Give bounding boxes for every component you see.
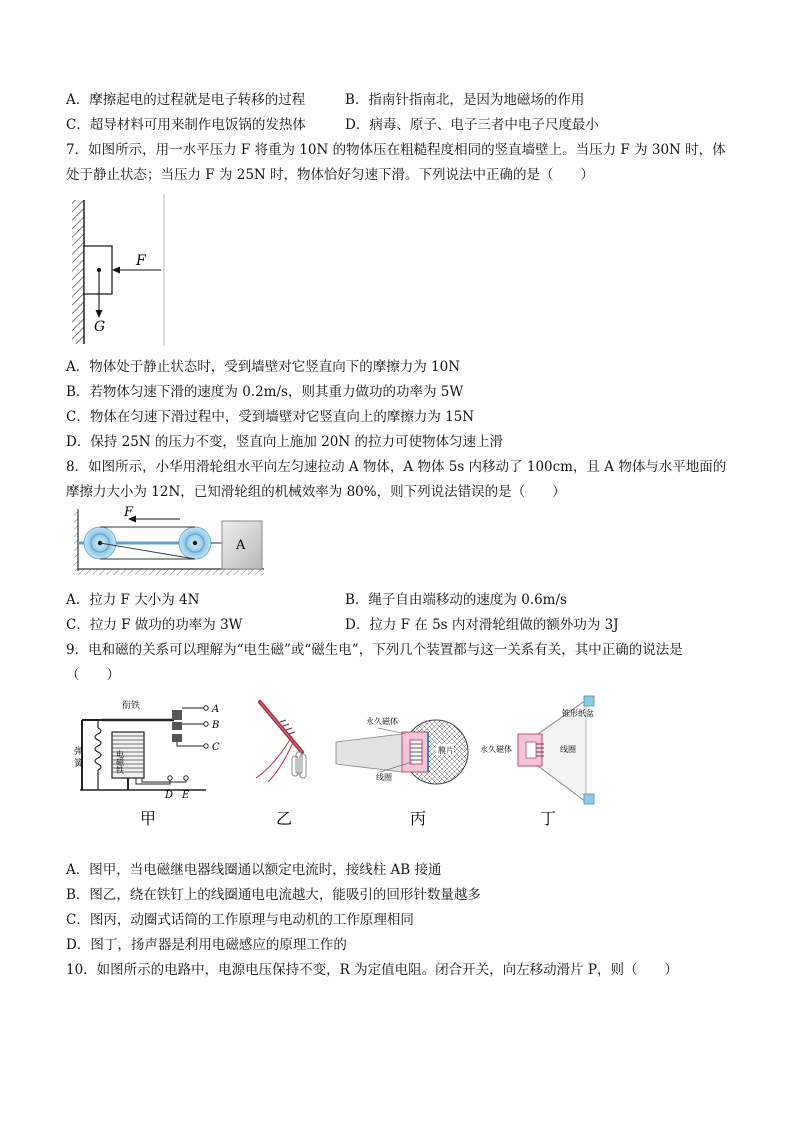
wall-hatching [72,200,84,344]
leader-magnet [378,728,406,734]
q8-option-b: B．绳子自由端移动的速度为 0.6m/s [345,592,567,608]
coil-wire-d [136,778,170,784]
block-a-label: A [236,538,246,553]
q7-option-d: D．保持 25N 的压力不变，竖直向上施加 20N 的拉力可使物体匀速上滑 [66,434,503,450]
spring-coil [95,728,101,770]
q8-stem-line1: 8．如图所示，小华用滑轮组水平向左匀速拉动 A 物体，A 物体 5s 内移动了 100cm，且 A 物体与水平地面的 [66,459,727,475]
terminal-b-dot [204,722,208,726]
figure-jia-caption: 甲 [140,809,157,828]
contact-upper [172,710,182,720]
q7-stem-line1: 7．如图所示，用一水平压力 F 将重为 10N 的物体压在粗糙程度相同的竖直墙壁上。当压力 F 为 30N 时，体 [66,142,726,158]
q9-figure-nail-electromagnet [246,694,326,834]
coil-wire-e [142,778,186,782]
speaker-cone-label: 锥形纸盆 [562,709,594,718]
q8-stem-line2: 摩擦力大小为 12N，已知滑轮组的机械效率为 80%，则下列说法错误的是（ ） [66,484,566,500]
q8-figure-pulley-system [70,505,270,581]
terminal-a-dot [204,706,208,710]
terminal-e-dot [184,776,188,780]
cone-rim-bottom [584,794,594,804]
cone-rim-top [584,696,594,706]
q7-stem-line2: 处于静止状态；当压力 F 为 25N 时，物体恰好匀速下滑。下列说法中正确的是（ ） [66,167,595,183]
nail-highlight [260,702,302,752]
gravity-g-arrowhead [96,310,103,318]
q7-option-a: A．物体处于静止状态时，受到墙壁对它竖直向下的摩擦力为 10N [66,359,461,375]
q9-option-d: D．图丁，扬声器是利用电磁感应的原理工作的 [66,937,347,953]
contact-middle [172,722,182,730]
q6-option-b: B．指南针指南北，是因为地磁场的作用 [345,92,585,108]
contact-lower [172,734,182,742]
q8-option-c: C．拉力 F 做功的功率为 3W [66,617,243,633]
moving-pulley-axle [193,541,197,545]
wire-c [177,742,204,746]
paperclips [292,752,306,778]
terminal-c-dot [204,744,208,748]
q9-option-c: C．图丙，动圈式话筒的工作原理与电动机的工作原理相同 [66,912,414,928]
q7-figure-wall-block [66,192,176,348]
magnet-label: 电磁铁 [115,750,125,774]
q9-option-b: B．图乙，绕在铁钉上的线圈通电电流越大，能吸引的回形针数量越多 [66,887,481,903]
figure-yi-caption: 乙 [276,809,293,828]
q8-option-a: A．拉力 F 大小为 4N [66,592,200,608]
q9-option-a: A．图甲，当电磁继电器线圈通以额定电流时，接线柱 AB 接通 [66,862,442,878]
q9-stem-line2: （ ） [66,667,120,683]
q8-option-d: D．拉力 F 在 5s 内对滑轮组做的额外功为 3J [345,617,619,633]
q9-figure-relay [72,694,232,834]
pull-force-label: F [124,505,134,520]
mic-handle [336,734,402,772]
speaker-magnet-core [526,742,536,758]
mic-magnet-label: 永久磁体 [366,717,398,726]
q10-stem: 10．如图所示的电路中，电源电压保持不变，R 为定值电阻。闭合开关，向左移动滑片 P，则（ ） [66,962,679,978]
q9-figure-microphone [332,694,472,834]
q6-option-c: C．超导材料可用来制作电饭锅的发热体 [66,117,306,133]
coil-lead-1 [256,736,292,778]
q9-figure-loudspeaker [478,694,618,834]
q7-option-b: B．若物体匀速下滑的速度为 0.2m/s，则其重力做功的功率为 5W [66,384,464,400]
figure-bing-caption: 丙 [410,809,427,828]
spring-label-2: 簧 [74,759,84,769]
gravity-g-label: G [94,319,106,335]
q7-option-c: C．物体在匀速下滑过程中，受到墙壁对它竖直向上的摩擦力为 15N [66,409,475,425]
coil-lead-2 [268,740,294,782]
q6-option-a: A．摩擦起电的过程就是电子转移的过程 [66,92,306,108]
terminal-e-label: E [182,790,190,801]
speaker-coil-label: 线圈 [560,745,576,754]
ground-hatch [78,569,264,575]
mic-diaphragm-label: 膜片 [438,746,454,755]
q9-stem-line1: 9．电和磁的关系可以理解为“电生磁”或“磁生电”，下列几个装置都与这一关系有关，其中正确的说法是 [66,642,683,658]
force-f-arrowhead [112,267,120,274]
terminal-a-label: A [212,704,220,715]
armature-label: 衔铁 [122,701,141,711]
force-f-label: F [136,253,146,269]
terminal-d-label: D [165,790,174,801]
terminal-d-dot [168,776,172,780]
spring-label-1: 弹 [74,747,84,757]
speaker-magnet-label: 永久磁体 [480,745,512,754]
q6-option-d: D．病毒、原子、电子三者中电子尺度最小 [345,117,599,133]
mic-coil-label: 线圈 [376,773,392,782]
terminal-c-label: C [212,742,220,753]
figure-ding-caption: 丁 [540,809,557,828]
terminal-b-label: B [212,720,220,731]
